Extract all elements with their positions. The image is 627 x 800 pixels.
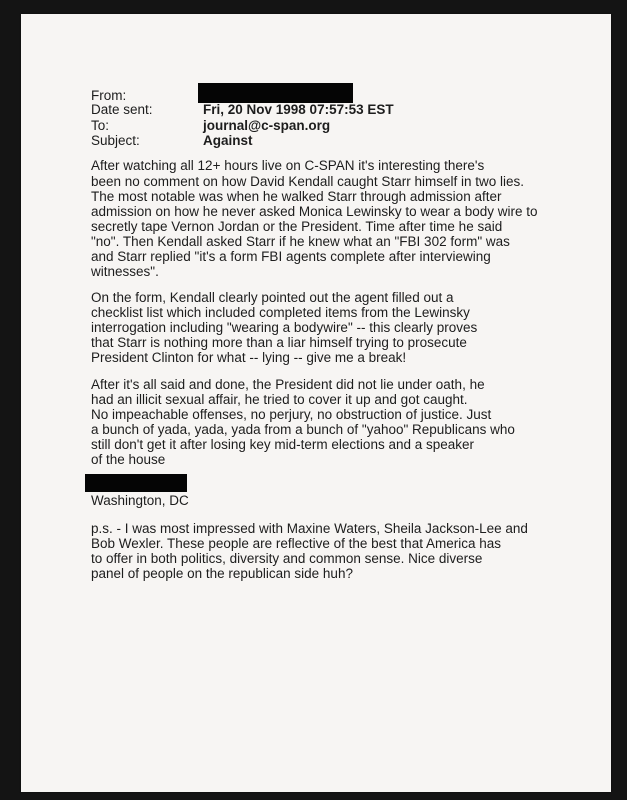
subject-label: Subject: [91,133,140,148]
redaction-bar-signature [85,474,187,492]
to-label: To: [91,118,110,133]
body-line: secretly tape Vernon Jordan or the President. Time after time he said [91,219,503,234]
body-line: p.s. - I was most impressed with Maxine Waters, Sheila Jackson-Lee and [91,521,528,536]
body-line: "no". Then Kendall asked Starr if he knew what an "FBI 302 form" was [91,234,510,249]
body-line: that Starr is nothing more than a liar himself trying to prosecute [91,335,467,350]
body-line: witnesses". [91,264,159,279]
sender-location: Washington, DC [91,493,189,508]
subject-value: Against [203,133,253,148]
body-line: and Starr replied "it's a form FBI agents complete after interviewing [91,249,491,264]
body-line: interrogation including "wearing a bodywire" -- this clearly proves [91,320,478,335]
redaction-bar-sender [198,83,353,103]
body-line: panel of people on the republican side huh? [91,566,353,581]
body-line: a bunch of yada, yada, yada from a bunch of "yahoo" Republicans who [91,422,515,437]
body-line: On the form, Kendall clearly pointed out the agent filled out a [91,290,454,305]
from-label: From: [91,88,127,103]
body-line: still don't get it after losing key mid-term elections and a speaker [91,437,475,452]
body-line: of the house [91,452,166,467]
body-line: been no comment on how David Kendall caught Starr himself in two lies. [91,174,524,189]
body-line: After watching all 12+ hours live on C-SPAN it's interesting there's [91,158,485,173]
body-line: had an illicit sexual affair, he tried to cover it up and got caught. [91,392,468,407]
to-value: journal@c-span.org [203,118,331,133]
body-line: The most notable was when he walked Starr through admission after [91,189,502,204]
body-line: President Clinton for what -- lying -- give me a break! [91,350,407,365]
body-line: After it's all said and done, the President did not lie under oath, he [91,377,485,392]
date-sent-label: Date sent: [91,102,153,117]
body-line: No impeachable offenses, no perjury, no obstruction of justice. Just [91,407,492,422]
date-sent-value: Fri, 20 Nov 1998 07:57:53 EST [203,102,394,117]
body-line: admission on how he never asked Monica Lewinsky to wear a body wire to [91,204,538,219]
body-line: checklist list which included completed items from the Lewinsky [91,305,470,320]
body-line: to offer in both politics, diversity and common sense. Nice diverse [91,551,483,566]
body-line: Bob Wexler. These people are reflective of the best that America has [91,536,501,551]
